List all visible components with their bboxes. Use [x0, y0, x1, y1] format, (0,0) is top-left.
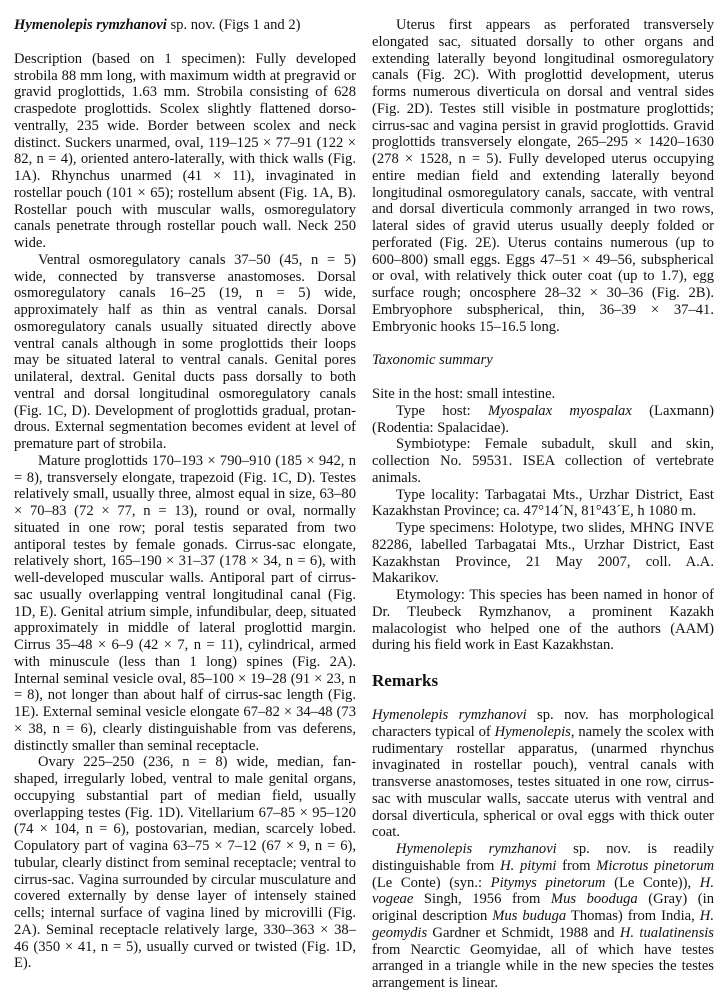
type-specimens: Type specimens: Holotype, two slides, MHNG INVE 82286, labelled Tarbagatai Mts., Urzhar District, East Kazakhstan Province, 21 May 2007, coll. A.A. Makarikov. — [372, 520, 714, 587]
description-paragraph: Description (based on 1 specimen): Fully developed strobila 88 mm long, with maximum width at pregravid or gravid proglottids, 1.63 mm. Strobila consisting of 628 craspedote proglottids. Scolex slightly flattened dorso-ventrally, 235 wide. Border between scolex and neck distinct. Suckers unarmed, oval, 119–125 × 77–91 (122 × 82, n = 4), oriented antero-laterally, with thick walls (Fig. 1A). Rhynchus unarmed (41 × 11), invaginated in rostellar pouch (101 × 65); rostellum absent (Fig. 1A, B). Rostellar pouch with muscular walls, osmoregulatory canals penetrate through rostellar pouch wall. Neck 250 wide. — [14, 50, 356, 251]
type-locality: Type locality: Tarbagatai Mts., Urzhar District, East Kazakhstan Province; ca. 47°14´N, 81°43´E, h 1080 m. — [372, 486, 714, 520]
uterus-paragraph: Uterus first appears as perforated transversely elongated sac, situated dorsally to other organs and extending laterally beyond longitudinal osmoregulatory canals (Fig. 2C). With proglottid development, uterus forms numerous diverticula on dorsal and ventral sides (Fig. 2D). Testes still visible in postmature proglottids; cirrus-sac and vagina persist in gravid proglottids. Gravid proglottids transversely elongate, 265–295 × 1420–1630 (278 × 1528, n = 5). Fully developed uterus occupying entire median field and extending laterally beyond longitudinal osmoregulatory canals, saccate, with ventral and dorsal diverticula commonly arranged in two rows, lateral sides of gravid uterus usually deeply folded or perforated (Fig. 2E). Uterus contains numerous (up to 600–800) small eggs. Eggs 47–51 × 49–56, subspherical or oval, with relatively thick outer coat (up to 1.7), egg surface rough; oncosphere 28–32 × 30–36 (Fig. 2B). Embryophore subspherical, thin, 36–39 × 37–41. Embryonic hooks 15–16.5 long. — [372, 17, 714, 335]
taxon-name: Microtus pinetorum — [596, 857, 714, 874]
remarks-text: Singh, 1956 from — [413, 891, 551, 908]
species-name: Hymenolepis rymzhanovi — [372, 707, 527, 723]
remarks-text: from Nearctic Geomyidae, all of which have testes arranged in a triangle while in the new species the testes arrangement is linear. — [372, 941, 714, 991]
species-title — [14, 17, 356, 34]
ovary-paragraph: Ovary 225–250 (236, n = 8) wide, median, fan-shaped, irregularly lobed, ventral to male genital organs, occupying substantial part of median field, usually overlapping testes (Fig. 1D). Vitellarium 67–85 × 95–120 (74 × 104, n = 6), postovarian, median, scarcely lobed. Copulatory part of vagina 63–75 × 7–12 (67 × 9, n = 6), tubular, clearly distinct from seminal receptacle; ventral to cirrus-sac. Vagina surrounded by circular musculature and covered externally by dense layer of intensely stained cells; internal surface of vagina lined by microvilli (Fig. 2A). Seminal receptacle relatively large, 330–363 × 38–46 (350 × 41, n = 5), usually curved or twisted (Fig. 1D, E). — [14, 754, 356, 972]
remarks-text: from — [556, 857, 597, 874]
remarks-text: Gardner et Schmidt, 1988 and — [427, 924, 620, 941]
taxon-name: Mus buduga — [492, 908, 567, 924]
type-host-species: Myospalax myospalax — [488, 402, 632, 419]
mature-proglottids-paragraph: Mature proglottids 170–193 × 790–910 (185 × 942, n = 8), transversely elongate, trapezoid (Fig. 1C, D). Testes relatively small, usually three, almost equal in size, 63–80 × 70–83 (72 × 77, n = 13), round or oval, normally situated in one row; poral testis separated from two antiporal testes by female gonads. Cirrus-sac elongate, relatively short, 165–190 × 31–37 (178 × 34, n = 6), with well-developed muscular walls. Antiporal part of cirrus-sac usually overlapping ventral longitudinal canal (Fig. 1D, E). Genital atrium simple, infundibular, deep, situated approximately in middle of lateral proglottid margin. Cirrus 35–48 × 6–9 (42 × 7, n = 11), cylindrical, armed with minuscule (less than 1 long) spines (Fig. 2A). Internal seminal vesicle oval, 85–100 × 19–28 (91 × 23, n = 8), not longer than about half of cirrus-sac length (Fig. 1E). External seminal vesicle elongate 67–82 × 34–48 (73 × 38, n = 6), clearly distinguishable from vas deferens, distinctly smaller than seminal receptacle. — [14, 452, 356, 754]
type-host-rest: (Laxmann) (Rodentia: Spalacidae). — [372, 402, 714, 436]
remarks-paragraph-2 — [372, 841, 714, 992]
taxon-name: H. tualatinensis — [619, 924, 714, 941]
type-host — [372, 403, 714, 437]
type-host-label: Type host: — [396, 402, 489, 419]
remarks-text: sp. nov. has morphological characters typical of — [372, 707, 714, 740]
taxon-name: H. geomydis — [372, 908, 714, 941]
genus-name: Hymenolepis — [494, 723, 571, 740]
species-name: Hymenolepis rymzhanovi — [14, 17, 167, 33]
remarks-paragraph-1 — [372, 707, 714, 841]
osmoregulatory-paragraph: Ventral osmoregulatory canals 37–50 (45, n = 5) wide, connected by transverse anastomoses. Dorsal osmoregulatory canals 16–25 (19, n = 5) wide, approximately half as thin as ventral canals. Dorsal osmoregulatory canals usually situated directly above ventral canals although in some proglottids their loops may be situated lateral to ventral canals. Genital pores unilateral, dextral. Genital ducts pass dorsally to both ventral and dorsal longitudinal osmoregulatory canals (Fig. 1C, D). Development of proglottids gradual, protandrous. External segmentation becomes evident at level of premature part of strobila. — [14, 251, 356, 452]
taxon-name: Hymenolepis rymzhanovi — [396, 841, 557, 857]
remarks-text: (Gray) (in original description — [372, 891, 714, 924]
etymology: Etymology: This species has been named in honor of Dr. Tleubeck Rymzhanov, a prominent Kazakh malacologist who helped one of the authors (AAM) during his field work in East Kazakhstan. — [372, 587, 714, 654]
right-column — [372, 0, 714, 992]
remarks-text: (Le Conte)), — [605, 874, 700, 891]
taxonomic-summary-heading: Taxonomic summary — [372, 352, 493, 369]
taxon-name: H. vogeae — [372, 874, 714, 908]
left-column — [14, 0, 356, 972]
remarks-text: , namely the scolex with rudimentary rostellar apparatus, (unarmed rhynchus invaginated in rostellar pouch), ventral canals with transverse anastomoses, testes situated in one row, cirrus-sac with muscular walls, saccate uterus with ventral and dorsal diverticula, spherical or oval eggs with thick outer coat. — [372, 723, 714, 841]
remarks-text: Thomas) from India, — [566, 908, 700, 924]
taxon-name: Mus booduga — [550, 891, 638, 908]
remarks-text: (Le Conte) (syn.: — [372, 874, 491, 891]
remarks-text: sp. nov. is readily distinguishable from — [372, 841, 714, 874]
taxon-name: Pitymys pinetorum — [490, 874, 606, 891]
symbiotype: Symbiotype: Female subadult, skull and skin, collection No. 59531. ISEA collection of vertebrate animals. — [372, 436, 714, 486]
species-title-rest: sp. nov. (Figs 1 and 2) — [166, 17, 301, 33]
site-in-host: Site in the host: small intestine. — [372, 386, 556, 402]
remarks-heading: Remarks — [372, 671, 439, 690]
taxon-name: H. pitymi — [500, 857, 557, 874]
